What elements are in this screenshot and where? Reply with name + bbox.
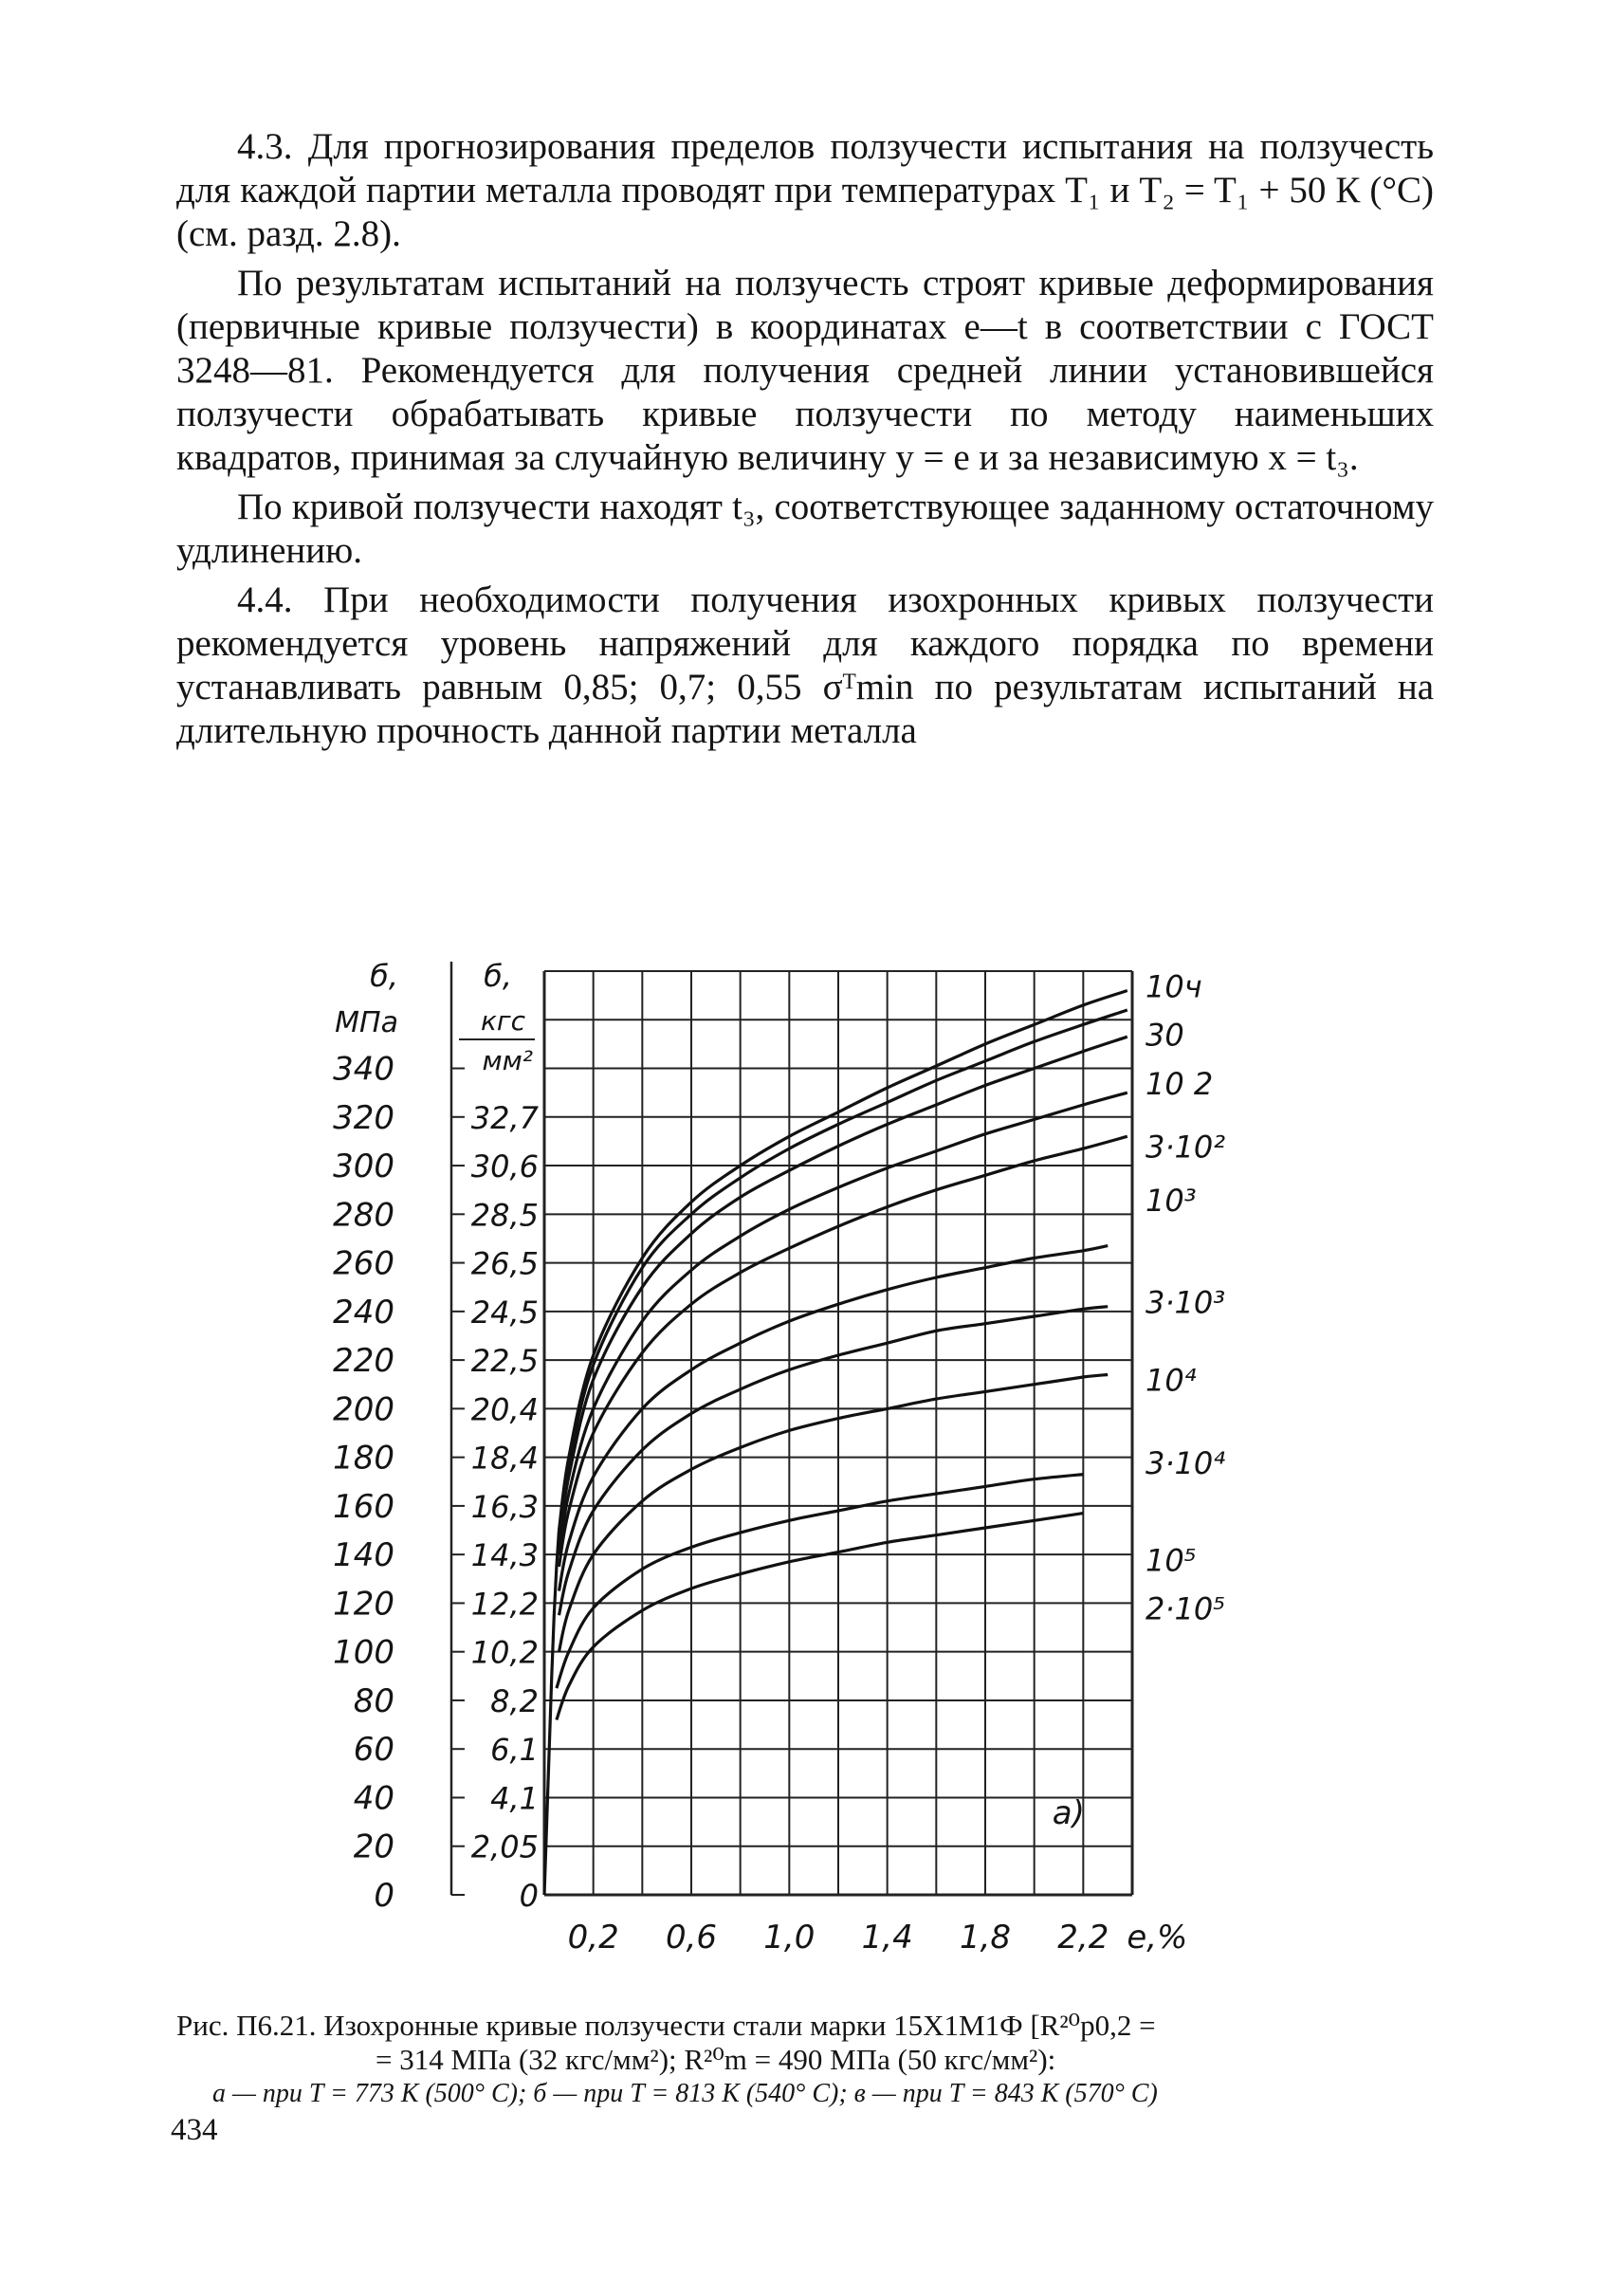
y-tick-kgs: 14,3 [470, 1537, 539, 1574]
series-curve [559, 1093, 1127, 1554]
y-tick-mpa: 80 [353, 1681, 394, 1720]
y-tick-kgs: 26,5 [470, 1245, 539, 1282]
caption-line-1: Рис. П6.21. Изохронные кривые ползучести стали марки 15Х1М1Ф [R²⁰p0,2 = [176, 2009, 1156, 2042]
lead-in-curve [544, 1531, 559, 1896]
x-axis-unit: e,% [1127, 1919, 1188, 1956]
y-tick-kgs: 16,3 [470, 1488, 539, 1525]
x-tick-label: 0,2 [567, 1919, 619, 1956]
y2-header-symbol: б, [484, 958, 512, 994]
y-tick-kgs: 0 [519, 1878, 539, 1914]
y-tick-mpa: 180 [333, 1439, 394, 1478]
y-tick-kgs: 4,1 [490, 1780, 539, 1817]
y-tick-kgs: 28,5 [470, 1197, 539, 1234]
series-label: 10⁵ [1146, 1542, 1197, 1579]
paragraph-creep-curves: По результатам испытаний на ползучесть строят кривые деформирования (первичные кривые ползучести) в координатах e—t в соответствии с ГОСТ 3248—81. Рекомендуется для получения средней линии установившейся ползучести обрабатывать кривые ползучести по методу наименьших квадратов, принимая за случайную величину y = e и за независимую x = t₃. [176, 263, 1434, 478]
panel-label: a) [1052, 1793, 1085, 1832]
y-tick-kgs: 8,2 [490, 1682, 539, 1719]
series-label: 3·10⁴ [1146, 1444, 1226, 1481]
x-tick-label: 2,2 [1057, 1919, 1109, 1956]
y-tick-kgs: 12,2 [470, 1586, 539, 1623]
x-tick-label: 0,6 [665, 1919, 718, 1956]
series-label: 3·10³ [1146, 1284, 1226, 1321]
y-tick-mpa: 60 [353, 1731, 394, 1770]
y-tick-kgs: 22,5 [470, 1343, 539, 1380]
y-tick-mpa: 200 [333, 1390, 394, 1429]
y-tick-mpa: 240 [333, 1293, 394, 1332]
isochronous-creep-chart [333, 948, 1290, 1973]
series-label: 10⁴ [1146, 1362, 1197, 1399]
page-number: 434 [171, 2113, 218, 2147]
series-label: 10³ [1146, 1182, 1197, 1219]
x-tick-label: 1,0 [763, 1919, 816, 1956]
series-label: 3·10² [1146, 1129, 1226, 1166]
caption-line-3: а — при T = 773 К (500° С); б — при T = 813 К (540° С); в — при T = 843 К (570° С) [212, 2079, 1158, 2108]
y-tick-mpa: 140 [333, 1536, 394, 1575]
y-tick-kgs: 6,1 [490, 1732, 539, 1769]
y-tick-kgs: 24,5 [470, 1294, 539, 1331]
y-tick-mpa: 220 [333, 1342, 394, 1381]
series-label: 10 2 [1146, 1065, 1214, 1102]
y-tick-kgs: 18,4 [470, 1440, 539, 1477]
caption-line-2: = 314 МПа (32 кгс/мм²); R²⁰m = 490 МПа (50 кгс/мм²): [376, 2043, 1056, 2076]
y-tick-kgs: 20,4 [470, 1391, 539, 1428]
y-tick-mpa: 0 [374, 1877, 394, 1915]
series-label: 30 [1146, 1017, 1184, 1054]
y-tick-kgs: 30,6 [470, 1148, 539, 1185]
figure-caption [176, 2009, 1434, 2111]
y-tick-kgs: 2,05 [470, 1828, 539, 1865]
y2-header-unit-den: мм² [482, 1045, 533, 1076]
y1-header-unit: МПа [335, 1006, 398, 1039]
x-tick-label: 1,8 [959, 1919, 1012, 1956]
y-tick-mpa: 160 [333, 1487, 394, 1526]
y-tick-kgs: 32,7 [470, 1099, 539, 1136]
y-tick-mpa: 20 [353, 1828, 394, 1866]
y-tick-mpa: 260 [333, 1244, 394, 1283]
series-curve [559, 1136, 1127, 1567]
x-tick-label: 1,4 [861, 1919, 913, 1956]
series-label: 10ч [1146, 968, 1202, 1005]
series-label: 2·10⁵ [1146, 1590, 1226, 1627]
paragraph-4-4: 4.4. При необходимости получения изохронных кривых ползучести рекомендуется уровень напряжений для каждого порядка по времени устанавливать равным 0,85; 0,7; 0,55 σᵀmin по результатам испытаний на длительную прочность данной партии металла [176, 579, 1434, 751]
y1-header-symbol: б, [370, 958, 398, 994]
y-tick-mpa: 340 [333, 1050, 394, 1089]
paragraph-4-3: 4.3. Для прогнозирования пределов ползучести испытания на ползучесть для каждой партии металла проводят при температурах T₁ и T₂ = T₁ + 50 К (°С) (см. разд. 2.8). [176, 126, 1434, 254]
series-curve [559, 1037, 1127, 1542]
y-tick-mpa: 100 [333, 1633, 394, 1672]
body-text [176, 125, 1434, 759]
series-curve [557, 1514, 1083, 1720]
chart-svg [333, 948, 1290, 1973]
y-tick-kgs: 10,2 [470, 1634, 539, 1671]
y-tick-mpa: 40 [353, 1779, 394, 1818]
y-tick-mpa: 320 [333, 1098, 394, 1137]
paragraph-t3: По кривой ползучести находят t₃, соответствующее заданному остаточному удлинению. [176, 487, 1434, 571]
y-tick-mpa: 280 [333, 1196, 394, 1235]
y-tick-mpa: 120 [333, 1585, 394, 1624]
y2-header-unit-num: кгс [480, 1005, 525, 1037]
y-tick-mpa: 300 [333, 1148, 394, 1186]
